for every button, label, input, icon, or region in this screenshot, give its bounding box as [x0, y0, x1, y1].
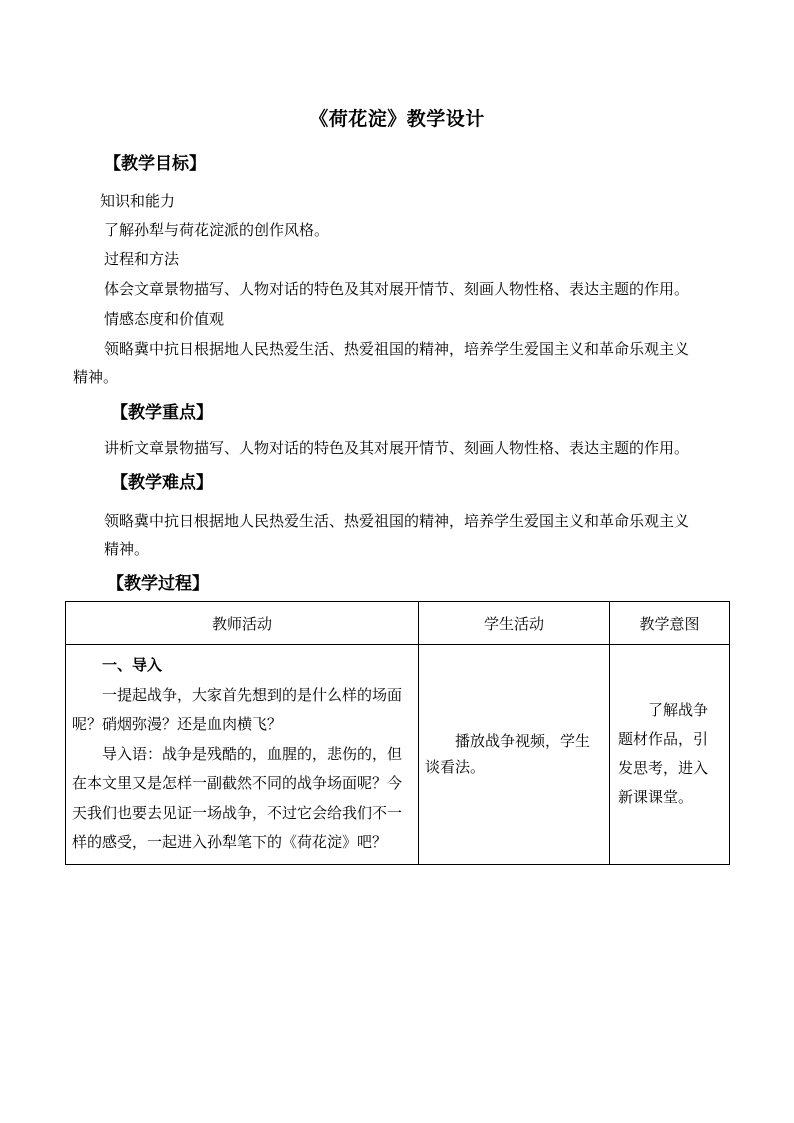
- teacher-paragraph-2: 导入语：战争是残酷的，血腥的，悲伤的，但在本文里又是怎样一副截然不同的战争场面呢？今天我们也要去见证一场战争，不过它会给我们不一样的感受，一起进入孙犁笔下的《荷花淀》吧？: [72, 744, 403, 851]
- emotion-text-line-1: 领略冀中抗日根据地人民热爱生活、热爱祖国的精神，培养学生爱国主义和革命乐观主义: [104, 340, 690, 358]
- table-row: [66, 645, 730, 865]
- header-teaching-intent: 教学意图: [610, 602, 730, 645]
- key-point-text: 讲析文章景物描写、人物对话的特色及其对展开情节、刻画人物性格、表达主题的作用。: [104, 439, 690, 457]
- section-title-intro: 一、导入: [102, 656, 163, 674]
- knowledge-text: 了解孙犁与荷花淀派的创作风格。: [104, 221, 330, 239]
- emotion-label: 情感态度和价值观: [104, 310, 225, 328]
- header-student-activity: 学生活动: [419, 602, 610, 645]
- process-text: 体会文章景物描写、人物对话的特色及其对展开情节、刻画人物性格、表达主题的作用。: [104, 280, 690, 298]
- process-heading: 【教学过程】: [107, 574, 209, 594]
- objectives-heading: 【教学目标】: [104, 154, 206, 174]
- key-point-heading: 【教学重点】: [111, 403, 213, 423]
- teaching-intent-text: 了解战争题材作品，引发思考，进入新课课堂。: [618, 701, 709, 807]
- emotion-text-line-2: 精神。: [73, 368, 119, 386]
- difficulty-heading: 【教学难点】: [111, 473, 213, 493]
- student-activity-cell: [419, 645, 610, 865]
- teacher-paragraph-1: 一提起战争，大家首先想到的是什么样的场面呢？硝烟弥漫？还是血肉横飞？: [72, 685, 403, 733]
- teacher-activity-cell: [66, 645, 419, 865]
- difficulty-text-line-1: 领略冀中抗日根据地人民热爱生活、热爱祖国的精神，培养学生爱国主义和革命乐观主义: [104, 512, 690, 530]
- process-label: 过程和方法: [104, 250, 180, 268]
- document-title: 《荷花淀》教学设计: [309, 108, 485, 130]
- table-header-row: [66, 602, 730, 645]
- header-teacher-activity: 教师活动: [66, 602, 419, 645]
- knowledge-label: 知识和能力: [100, 192, 176, 210]
- teaching-process-table: [65, 601, 730, 865]
- teaching-intent-cell: [610, 645, 730, 865]
- difficulty-text-line-2: 精神。: [104, 540, 150, 558]
- student-activity-text: 播放战争视频，学生谈看法。: [425, 732, 591, 777]
